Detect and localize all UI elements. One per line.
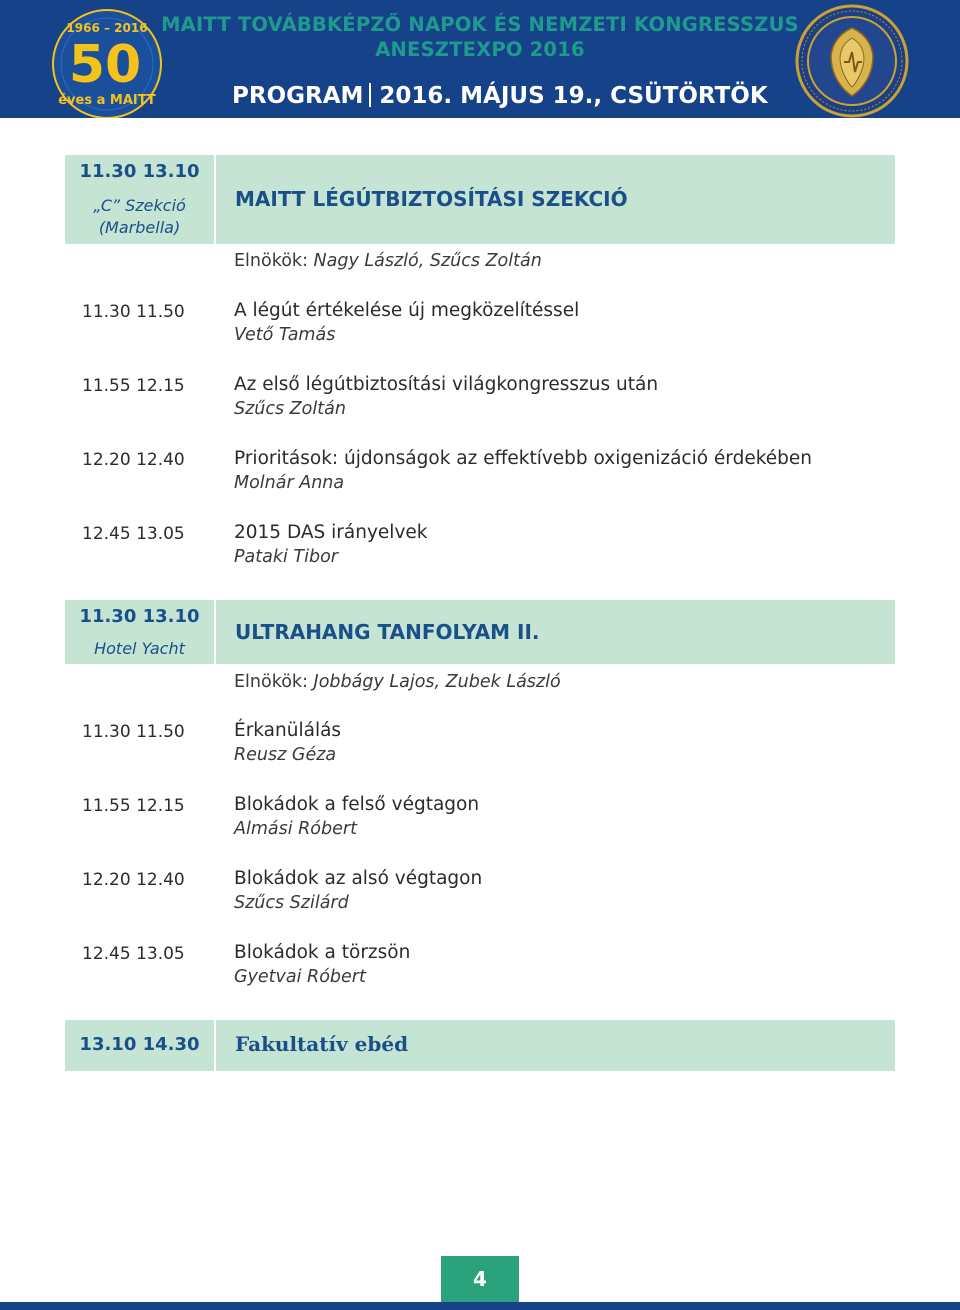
section-room-line2: (Marbella) — [98, 218, 181, 237]
congress-title-line2: ANESZTEXPO 2016 — [375, 38, 585, 61]
talk-time: 11.55 12.15 — [82, 796, 185, 816]
talk-speaker: Szűcs Zoltán — [234, 399, 346, 419]
talk-title: Az első légútbiztosítási világkongresszus után — [234, 374, 659, 395]
logo-tagline: éves a MAITT — [58, 93, 156, 108]
section-room-line1: „C” Szekció — [93, 196, 186, 215]
talk-title: A légút értékelése új megközelítéssel — [234, 300, 580, 321]
section-header-airway — [65, 155, 895, 244]
separator — [369, 83, 371, 107]
talk-time: 11.55 12.15 — [82, 376, 185, 396]
chairs-names: Nagy László, Szűcs Zoltán — [313, 251, 542, 271]
section-title: MAITT LÉGÚTBIZTOSÍTÁSI SZEKCIÓ — [235, 187, 628, 211]
talk-title: Blokádok a törzsön — [234, 942, 411, 963]
section-title: ULTRAHANG TANFOLYAM II. — [235, 620, 540, 644]
divider — [214, 1020, 216, 1071]
chairs-label: Elnökök: — [234, 251, 308, 271]
talk-speaker: Pataki Tibor — [234, 547, 338, 567]
chairs-label: Elnökök: — [234, 672, 308, 692]
page-number: 4 — [441, 1256, 519, 1302]
talk-title: Blokádok az alsó végtagon — [234, 868, 483, 889]
congress-title-line1: MAITT TOVÁBBKÉPZŐ NAPOK ÉS NEMZETI KONGRESSZUS — [161, 13, 799, 36]
lunch-bar — [65, 1020, 895, 1071]
talk-time: 12.20 12.40 — [82, 870, 185, 890]
talk-speaker: Almási Róbert — [234, 819, 357, 839]
section-header-ultrasound — [65, 600, 895, 664]
section-chairs — [234, 672, 561, 692]
talk-time: 11.30 11.50 — [82, 722, 185, 742]
lunch-title: Fakultatív ebéd — [235, 1032, 409, 1056]
talk-speaker: Vető Tamás — [234, 325, 336, 345]
divider — [214, 155, 216, 244]
talk-time: 11.30 11.50 — [82, 302, 185, 322]
logo-number: 50 — [68, 35, 142, 95]
section-time: 11.30 13.10 — [79, 161, 200, 182]
program-label: PROGRAM — [232, 83, 364, 109]
society-seal-emblem — [792, 4, 912, 118]
program-date: 2016. MÁJUS 19., CSÜTÖRTÖK — [379, 83, 768, 109]
page-header — [0, 0, 960, 118]
lunch-time: 13.10 14.30 — [79, 1034, 200, 1055]
talk-time: 12.45 13.05 — [82, 944, 185, 964]
talk-title: Prioritások: újdonságok az effektívebb oxigenizáció érdekében — [234, 448, 812, 469]
section-room: Hotel Yacht — [94, 639, 185, 658]
footer-rule — [0, 1302, 960, 1310]
divider — [214, 600, 216, 664]
talk-title: 2015 DAS irányelvek — [234, 522, 428, 543]
talk-speaker: Szűcs Szilárd — [234, 893, 349, 913]
talk-title: Blokádok a felső végtagon — [234, 794, 480, 815]
talk-title: Érkanülálás — [234, 720, 342, 741]
section-time: 11.30 13.10 — [79, 606, 200, 627]
talk-time: 12.45 13.05 — [82, 524, 185, 544]
chairs-names: Jobbágy Lajos, Zubek László — [313, 672, 561, 692]
talk-speaker: Reusz Géza — [234, 745, 337, 765]
talk-speaker: Molnár Anna — [234, 473, 345, 493]
logo-years: 1966 – 2016 — [66, 21, 148, 35]
program-date-line — [232, 82, 768, 110]
section-chairs — [234, 251, 542, 271]
talk-time: 12.20 12.40 — [82, 450, 185, 470]
talk-speaker: Gyetvai Róbert — [234, 967, 366, 987]
